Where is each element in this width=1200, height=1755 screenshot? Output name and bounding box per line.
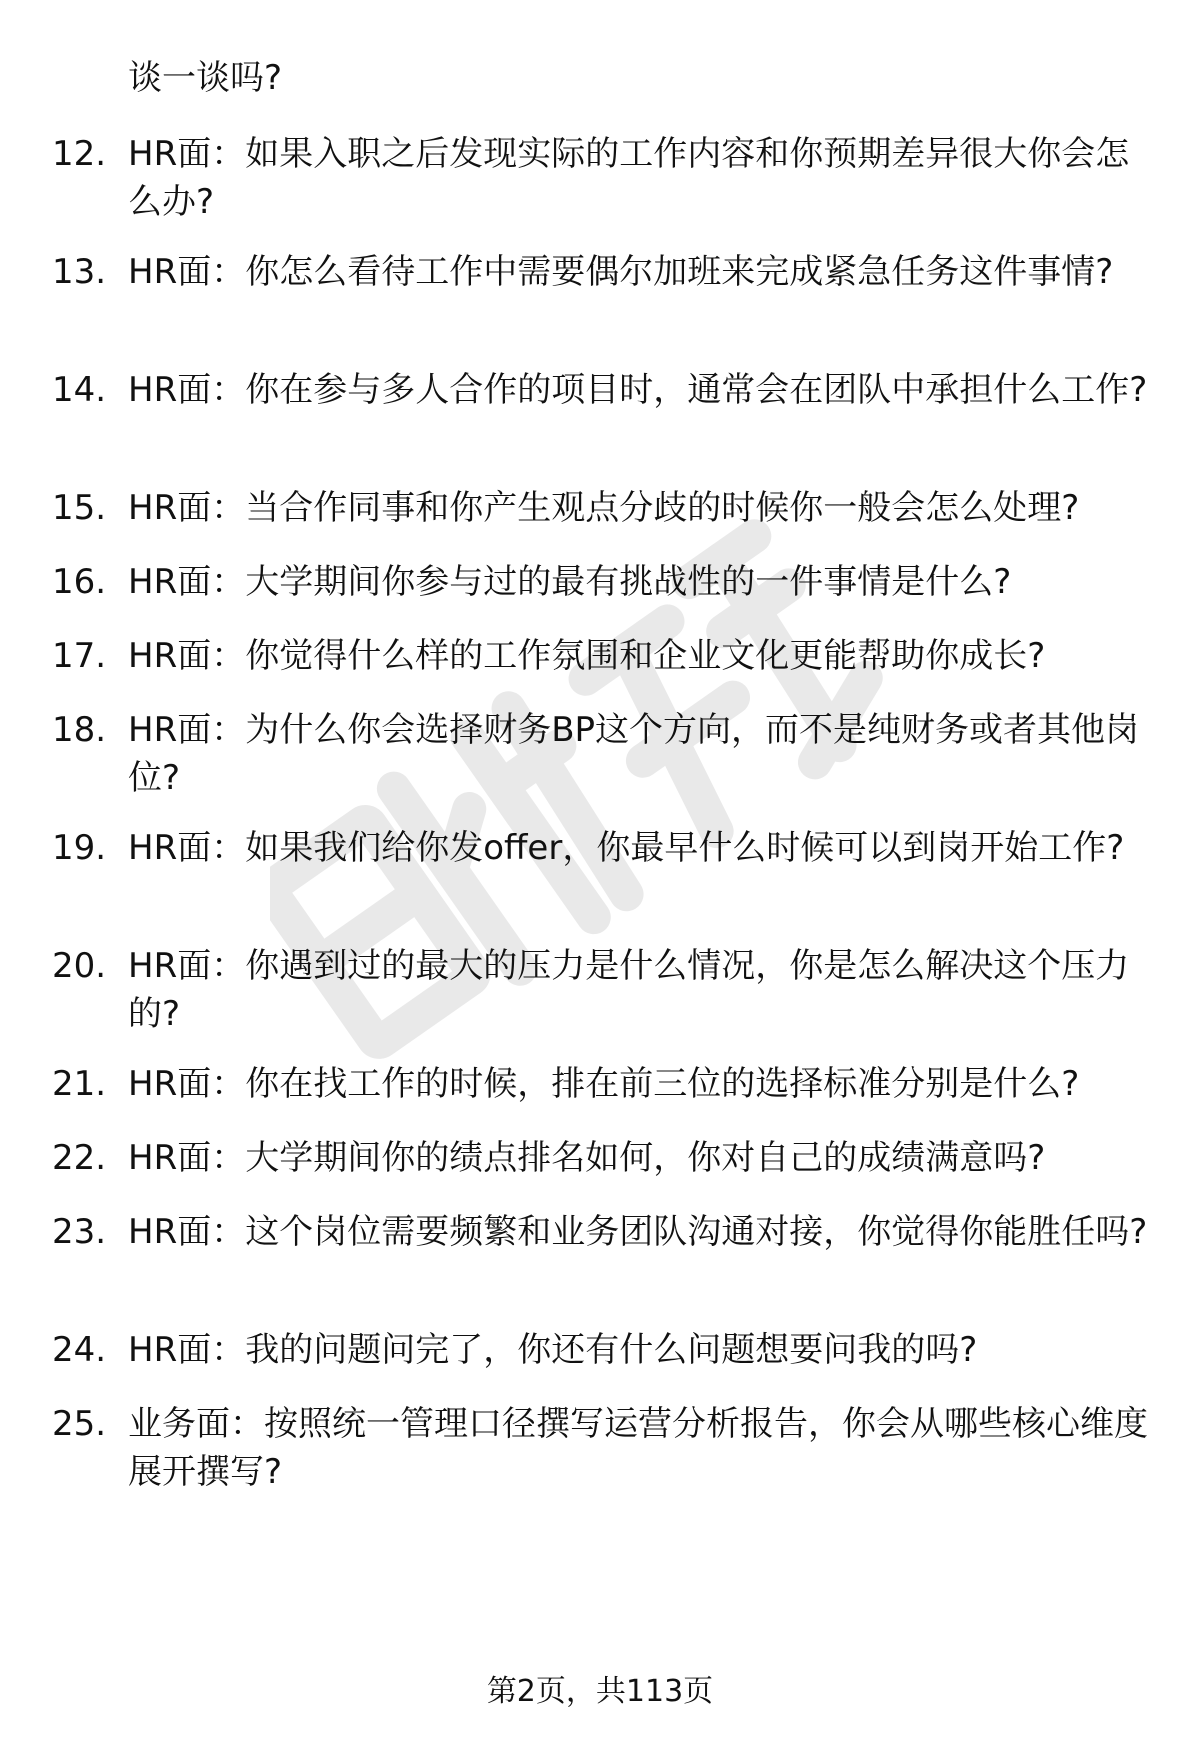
question-number: 19. — [52, 828, 107, 868]
question-text: HR面：当合作同事和你产生观点分歧的时候你一般会怎么处理? — [128, 488, 1080, 528]
question-number: 13. — [52, 252, 107, 292]
question-text: HR面：你遇到过的最大的压力是什么情况，你是怎么解决这个压力的? — [128, 946, 1130, 1034]
question-continuation: 谈一谈吗? — [128, 58, 283, 98]
question-text: HR面：我的问题问完了，你还有什么问题想要问我的吗? — [128, 1330, 978, 1370]
question-text: HR面：大学期间你的绩点排名如何，你对自己的成绩满意吗? — [128, 1138, 1046, 1178]
question-number: 16. — [52, 562, 107, 602]
question-number: 18. — [52, 710, 107, 750]
question-number: 12. — [52, 134, 107, 174]
question-text: HR面：为什么你会选择财务BP这个方向，而不是纯财务或者其他岗位? — [128, 710, 1140, 798]
question-number: 25. — [52, 1404, 107, 1444]
question-text: HR面：如果入职之后发现实际的工作内容和你预期差异很大你会怎么办? — [128, 134, 1130, 222]
question-number: 22. — [52, 1138, 107, 1178]
question-number: 21. — [52, 1064, 107, 1104]
question-number: 23. — [52, 1212, 107, 1252]
question-text: HR面：你在找工作的时候，排在前三位的选择标准分别是什么? — [128, 1064, 1080, 1104]
question-number: 20. — [52, 946, 107, 986]
question-number: 24. — [52, 1330, 107, 1370]
question-number: 17. — [52, 636, 107, 676]
question-text: HR面：这个岗位需要频繁和业务团队沟通对接，你觉得你能胜任吗? — [128, 1212, 1148, 1252]
question-text: HR面：大学期间你参与过的最有挑战性的一件事情是什么? — [128, 562, 1012, 602]
page-footer: 第2页，共113页 — [486, 1674, 714, 1709]
question-number: 14. — [52, 370, 107, 410]
question-text: HR面：你觉得什么样的工作氛围和企业文化更能帮助你成长? — [128, 636, 1046, 676]
question-text: 业务面：按照统一管理口径撰写运营分析报告，你会从哪些核心维度展开撰写? — [128, 1404, 1148, 1492]
question-number: 15. — [52, 488, 107, 528]
question-text: HR面：你怎么看待工作中需要偶尔加班来完成紧急任务这件事情? — [128, 252, 1114, 292]
question-text: HR面：你在参与多人合作的项目时，通常会在团队中承担什么工作? — [128, 370, 1148, 410]
question-text: HR面：如果我们给你发offer，你最早什么时候可以到岗开始工作? — [128, 828, 1125, 868]
